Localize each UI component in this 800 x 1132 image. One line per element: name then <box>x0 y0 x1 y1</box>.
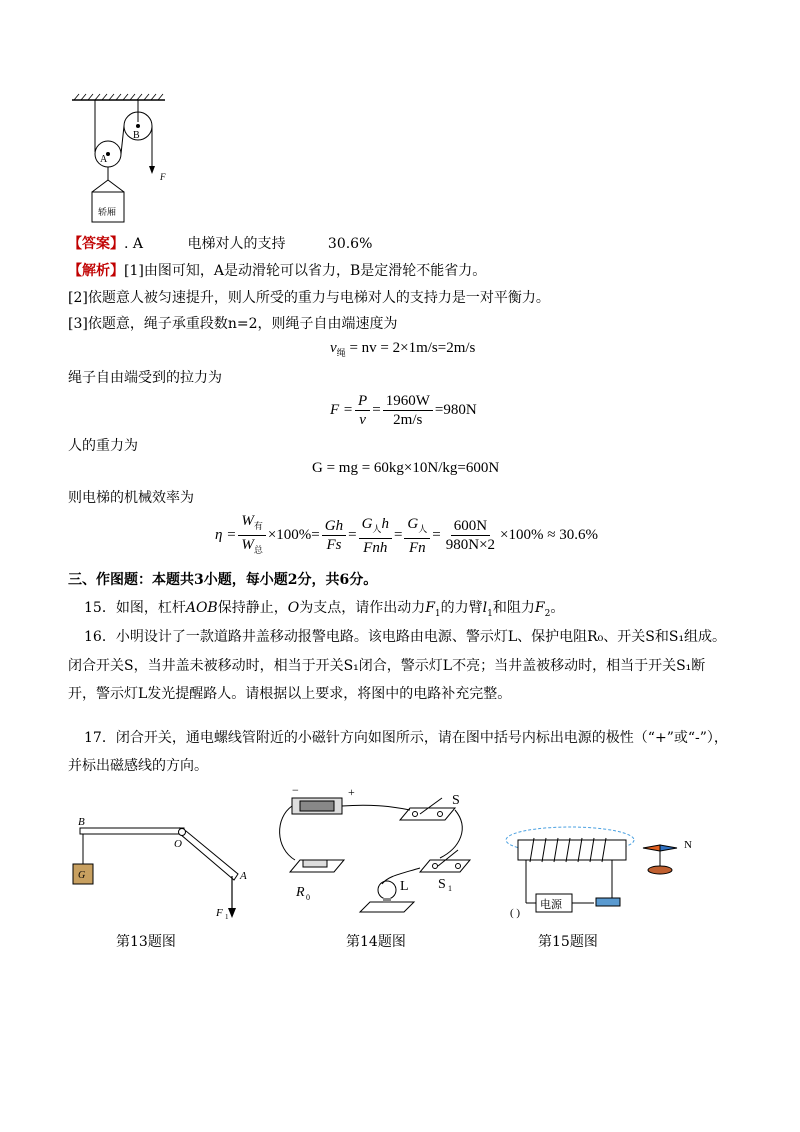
q17-line1: 17．闭合开关，通电螺线管附近的小磁针方向如图所示，请在图中括号内标出电源的极性（“+”或“-”）， <box>84 730 728 746</box>
q15-d: 的力臂 <box>440 600 483 616</box>
pulley-box-label: 轿厢 <box>98 207 117 217</box>
eq4-lhs: η = <box>215 527 237 543</box>
fig15-source-label: 电源 <box>540 899 562 911</box>
analysis-p3: [3]依题意，绳子承重段数n=2，则绳子自由端速度为 <box>68 316 398 332</box>
analysis-p1 <box>68 261 486 281</box>
q15-aob: AOB <box>185 600 218 616</box>
fig13-caption: 第13题图 <box>116 934 176 950</box>
eq1-lhs-sub: 绳 <box>336 348 346 358</box>
q15-e: 和阻力 <box>492 600 535 616</box>
pulley-label-b: B <box>133 130 140 141</box>
fig13-label-b: B <box>78 816 85 828</box>
fig14-label-s1-sub: 1 <box>448 884 452 893</box>
eq4-f1-den-sub: 总 <box>253 545 263 555</box>
fig13-label-f-sub: 1 <box>225 913 229 921</box>
eq4-f1-den: W <box>241 537 254 553</box>
eq4-f2-num: Gh <box>322 517 346 536</box>
q15-f1-sub: 1 <box>434 608 441 619</box>
fig14-minus: − <box>292 783 299 797</box>
eq4-f3-num-sub: 人 <box>372 523 382 534</box>
eq2-lhs: F = <box>330 402 354 418</box>
q15-l1-sub: 1 <box>487 608 493 619</box>
q15-f: 。 <box>550 600 565 616</box>
fig14-plus: + <box>348 785 355 799</box>
q15-f2-sub: 2 <box>544 608 551 619</box>
eq4-f4-num: G <box>407 515 419 532</box>
fig14-label-s1: S <box>438 877 446 892</box>
eq2-num2: 1960W <box>383 392 433 411</box>
fig13-label-o: O <box>174 838 182 850</box>
equation-weight: G = mg = 60kg×10N/kg=600N <box>312 460 500 476</box>
eq4-f5-num: 600N <box>451 517 490 536</box>
fig14-caption: 第14题图 <box>346 934 406 950</box>
analysis-p1-text: [1]由图可知，A是动滑轮可以省力，B是定滑轮不能省力。 <box>124 263 487 279</box>
figure-14 <box>270 778 480 928</box>
eq4-rhs: ×100% ≈ 30.6% <box>500 527 598 543</box>
eq4-f4-den: Fn <box>409 539 426 556</box>
q16-line3: 开，警示灯L发光提醒路人。请根据以上要求，将图中的电路补充完整。 <box>68 686 512 702</box>
pulley-label-a: A <box>100 154 108 165</box>
q15-o: O <box>287 600 300 616</box>
eq4-f1-num: W <box>241 513 254 529</box>
q17-line2: 并标出磁感线的方向。 <box>68 758 208 774</box>
eq4-f3-num-tail: h <box>381 515 389 532</box>
fig14-label-r0: R <box>296 885 305 900</box>
eq2-den2: 2m/s <box>393 412 423 428</box>
eq4-f1-num-sub: 有 <box>253 521 263 531</box>
analysis-p2: [2]依题意人被匀速提升，则人所受的重力与电梯对人的支持力是一对平衡力。 <box>68 290 550 306</box>
analysis-p4: 绳子自由端受到的拉力为 <box>68 370 222 386</box>
q16-line2: 闭合开关S，当井盖未被移动时，相当于开关S₁闭合，警示灯L不亮；当井盖被移动时，相当于开关S₁断 <box>68 658 706 674</box>
q15-b: 保持静止， <box>217 600 288 616</box>
answer-item-3: 30.6% <box>327 236 373 252</box>
equation-efficiency: η = $\frac{W_有}{W_总}$ ×100%= $\frac{Gh}{Fs}$ = $\frac{G_人h}{\text{Fnh}}$ = $\frac{G_人}{Fn}$ = $\frac{600N}{980N\times 2}$ ×100% ≈ 30.6% <box>215 513 598 556</box>
analysis-tag: 【解析】 <box>68 263 124 279</box>
q15-f2: F <box>534 600 545 616</box>
equation-rope-speed <box>330 340 475 359</box>
eq2-den1: v <box>359 412 366 428</box>
eq4-f2-den: Fs <box>326 537 342 553</box>
eq2-mid: = <box>372 402 381 418</box>
eq1-rhs: = nv = 2×1m/s=2m/s <box>349 340 476 356</box>
fig14-label-l: L <box>400 879 409 894</box>
eq4-t1: ×100%= <box>267 527 320 543</box>
analysis-p5: 人的重力为 <box>68 438 138 454</box>
fig15-paren: ( ) <box>510 907 521 919</box>
q15-f1: F <box>425 600 435 616</box>
fig15-label-n: N <box>684 839 692 851</box>
eq4-f3-num: G <box>361 515 373 532</box>
q15-l1: l <box>482 600 488 616</box>
answer-tag: 【答案】 <box>68 236 124 252</box>
q15-a: 15．如图，杠杆 <box>84 600 186 616</box>
answer-item-1: . A <box>124 236 144 252</box>
pulley-figure <box>70 92 190 227</box>
eq4-f5-den: 980N×2 <box>445 537 496 553</box>
fig14-label-s: S <box>452 793 460 808</box>
figure-15 <box>500 818 710 928</box>
eq4-f4-num-sub: 人 <box>418 523 428 534</box>
fig13-label-a: A <box>240 870 247 882</box>
q16-line1: 16．小明设计了一款道路井盖移动报警电路。该电路由电源、警示灯L、保护电阻R₀、开关S和S₁组成。 <box>84 629 727 645</box>
q15-c: 为支点，请作出动力 <box>299 600 426 616</box>
eq2-rhs: =980N <box>434 402 477 418</box>
eq4-f3-den: Fnh <box>363 539 388 556</box>
section3-heading: 三、作图题：本题共3小题，每小题2分，共6分。 <box>68 572 378 588</box>
analysis-p6: 则电梯的机械效率为 <box>68 490 194 506</box>
fig13-label-g: G <box>78 870 86 881</box>
equation-pull-force <box>330 392 477 429</box>
answer-item-2: 电梯对人的支持 <box>187 236 286 252</box>
answer-line <box>68 234 372 254</box>
q15-text <box>84 598 564 624</box>
eq1-lhs: v <box>330 340 337 356</box>
fig14-label-r0-sub: 0 <box>306 893 310 902</box>
fig13-label-f: F <box>216 907 223 919</box>
eq2-num1: P <box>355 392 370 411</box>
fig15-caption: 第15题图 <box>538 934 598 950</box>
figure-13 <box>70 812 260 927</box>
pulley-label-f: F <box>160 172 166 182</box>
